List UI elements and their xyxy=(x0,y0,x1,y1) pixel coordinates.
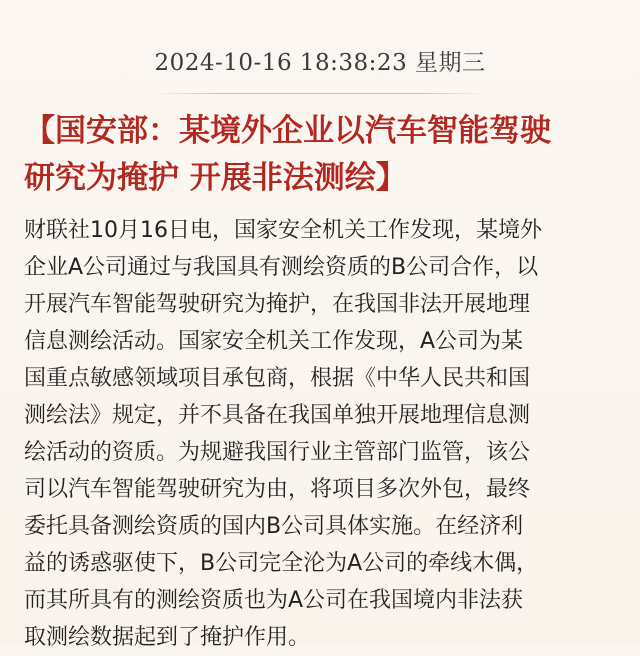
body-line: 司以汽车智能驾驶研究为由，将项目多次外包，最终 xyxy=(24,477,531,502)
body-line: 企业A公司通过与我国具有测绘资质的B公司合作，以 xyxy=(24,255,539,280)
headline-line: 研究为掩护 开展非法测绘】 xyxy=(24,160,407,196)
body-line: 信息测绘活动。国家安全机关工作发现，A公司为某 xyxy=(24,329,524,354)
body-line: 取测绘数据起到了掩护作用。 xyxy=(24,625,311,650)
article-body xyxy=(24,212,624,656)
body-line: 绘活动的资质。为规避我国行业主管部门监管，该公 xyxy=(24,440,531,465)
body-line: 益的诱惑驱使下，B公司完全沦为A公司的牵线木偶， xyxy=(24,551,539,576)
article-headline xyxy=(24,108,624,202)
body-line: 开展汽车智能驾驶研究为掩护，在我国非法开展地理 xyxy=(24,292,531,317)
body-line: 测绘法》规定，并不具备在我国单独开展地理信息测 xyxy=(24,403,531,428)
timestamp-divider xyxy=(150,93,490,94)
body-line: 国重点敏感领域项目承包商，根据《中华人民共和国 xyxy=(24,366,531,391)
headline-line: 【国安部：某境外企业以汽车智能驾驶 xyxy=(24,113,551,149)
article-timestamp: 2024-10-16 18:38:23 星期三 xyxy=(154,50,486,76)
body-line: 而其所具有的测绘资质也为A公司在我国境内非法获 xyxy=(24,588,524,613)
body-line: 财联社10月16日电，国家安全机关工作发现，某境外 xyxy=(24,218,542,243)
body-line: 委托具备测绘资质的国内B公司具体实施。在经济利 xyxy=(24,514,524,539)
